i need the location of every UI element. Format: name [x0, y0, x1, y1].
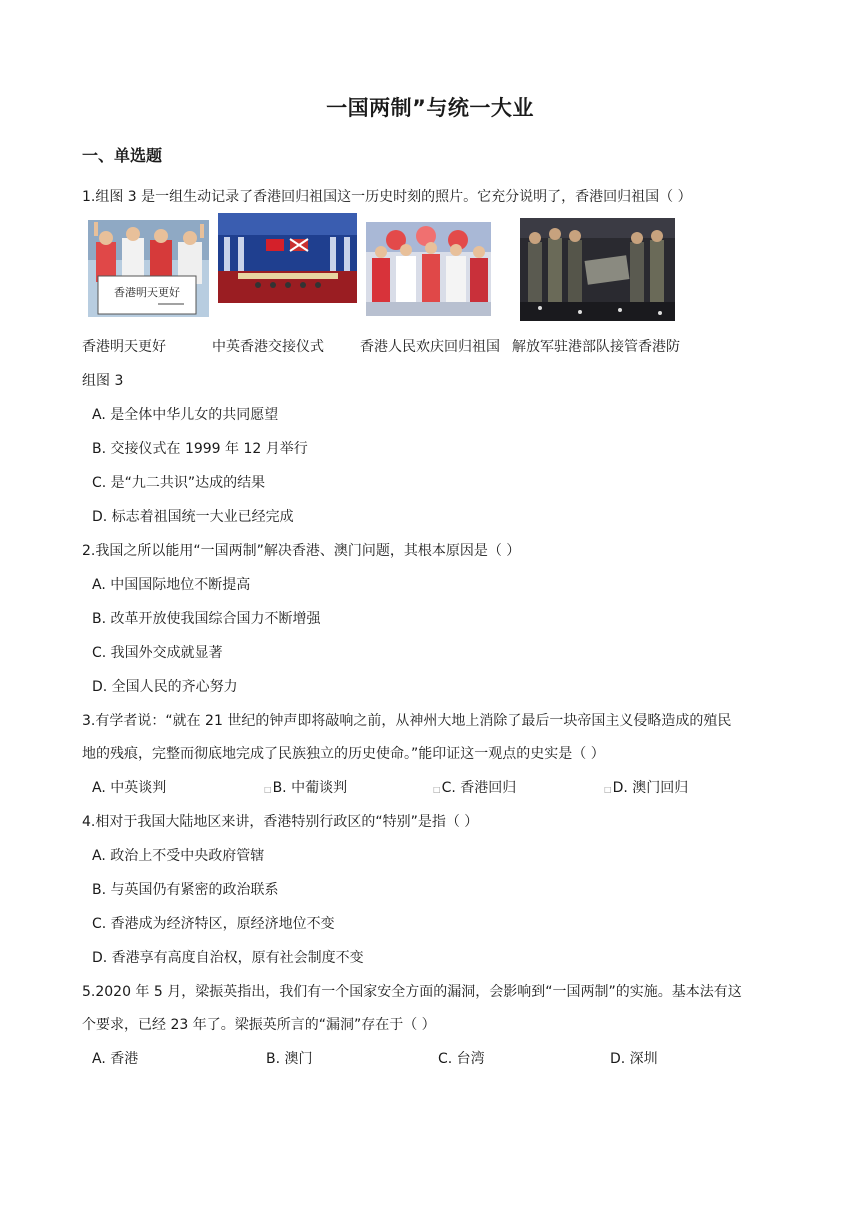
photo-handover-ceremony	[218, 213, 357, 303]
photo-hk-better-tomorrow	[88, 220, 209, 317]
question-4-stem: 4.相对于我国大陆地区来讲，香港特别行政区的“特别”是指（ ）	[82, 814, 479, 830]
q4-option-b[interactable]: B. 与英国仍有紧密的政治联系	[92, 882, 279, 898]
photo-caption-2: 中英香港交接仪式	[212, 339, 324, 355]
photo-caption-1: 香港明天更好	[82, 339, 166, 355]
q2-option-a[interactable]: A. 中国国际地位不断提高	[92, 577, 251, 593]
photo-garrison-takeover	[520, 218, 675, 321]
photo-caption-3: 香港人民欢庆回归祖国	[360, 339, 500, 355]
q3-option-b[interactable]: □B. 中葡谈判	[264, 780, 348, 796]
question-2-stem: 2.我国之所以能用“一国两制”解决香港、澳门问题，其根本原因是（ ）	[82, 543, 521, 559]
q1-option-d[interactable]: D. 标志着祖国统一大业已经完成	[92, 509, 294, 525]
photo-celebration	[366, 222, 491, 316]
question-3-stem-line-2: 地的残痕，完整而彻底地完成了民族独立的历史使命。”能印证这一观点的史实是（ ）	[82, 746, 605, 762]
q3-option-d[interactable]: □D. 澳门回归	[604, 780, 689, 796]
q2-option-c[interactable]: C. 我国外交成就显著	[92, 645, 223, 661]
q5-option-b[interactable]: B. 澳门	[266, 1051, 313, 1067]
q1-option-b[interactable]: B. 交接仪式在 1999 年 12 月举行	[92, 441, 308, 457]
question-5-stem-line-1: 5.2020 年 5 月，梁振英指出，我们有一个国家安全方面的漏洞，会影响到“一国两制”的实施。基本法有这	[82, 984, 742, 1000]
question-3-stem-line-1: 3.有学者说：“就在 21 世纪的钟声即将敲响之前，从神州大地上消除了最后一块帝国主义侵略造成的殖民	[82, 713, 732, 729]
question-5-stem-line-2: 个要求，已经 23 年了。梁振英所言的“漏洞”存在于（ ）	[82, 1017, 436, 1033]
question-1-stem: 1.组图 3 是一组生动记录了香港回归祖国这一历史时刻的照片。它充分说明了，香港回归祖国（ ）	[82, 189, 692, 205]
q5-option-c[interactable]: C. 台湾	[438, 1051, 485, 1067]
q2-option-d[interactable]: D. 全国人民的齐心努力	[92, 679, 238, 695]
q2-option-b[interactable]: B. 改革开放使我国综合国力不断增强	[92, 611, 321, 627]
q1-option-a[interactable]: A. 是全体中华儿女的共同愿望	[92, 407, 279, 423]
photo-caption-4: 解放军驻港部队接管香港防	[512, 339, 680, 355]
section-heading: 一、单选题	[82, 146, 163, 165]
q3-option-c[interactable]: □C. 香港回归	[433, 780, 517, 796]
q4-option-c[interactable]: C. 香港成为经济特区，原经济地位不变	[92, 916, 335, 932]
q5-option-d[interactable]: D. 深圳	[610, 1051, 658, 1067]
q1-option-c[interactable]: C. 是“九二共识”达成的结果	[92, 475, 266, 491]
q4-option-d[interactable]: D. 香港享有高度自治权，原有社会制度不变	[92, 950, 364, 966]
q5-option-a[interactable]: A. 香港	[92, 1051, 139, 1067]
q4-option-a[interactable]: A. 政治上不受中央政府管辖	[92, 848, 265, 864]
sign-text: 香港明天更好	[114, 286, 180, 299]
page-title: 一国两制”与统一大业	[326, 96, 534, 120]
figure-label: 组图 3	[82, 373, 124, 389]
q3-option-a[interactable]: A. 中英谈判	[92, 780, 167, 796]
